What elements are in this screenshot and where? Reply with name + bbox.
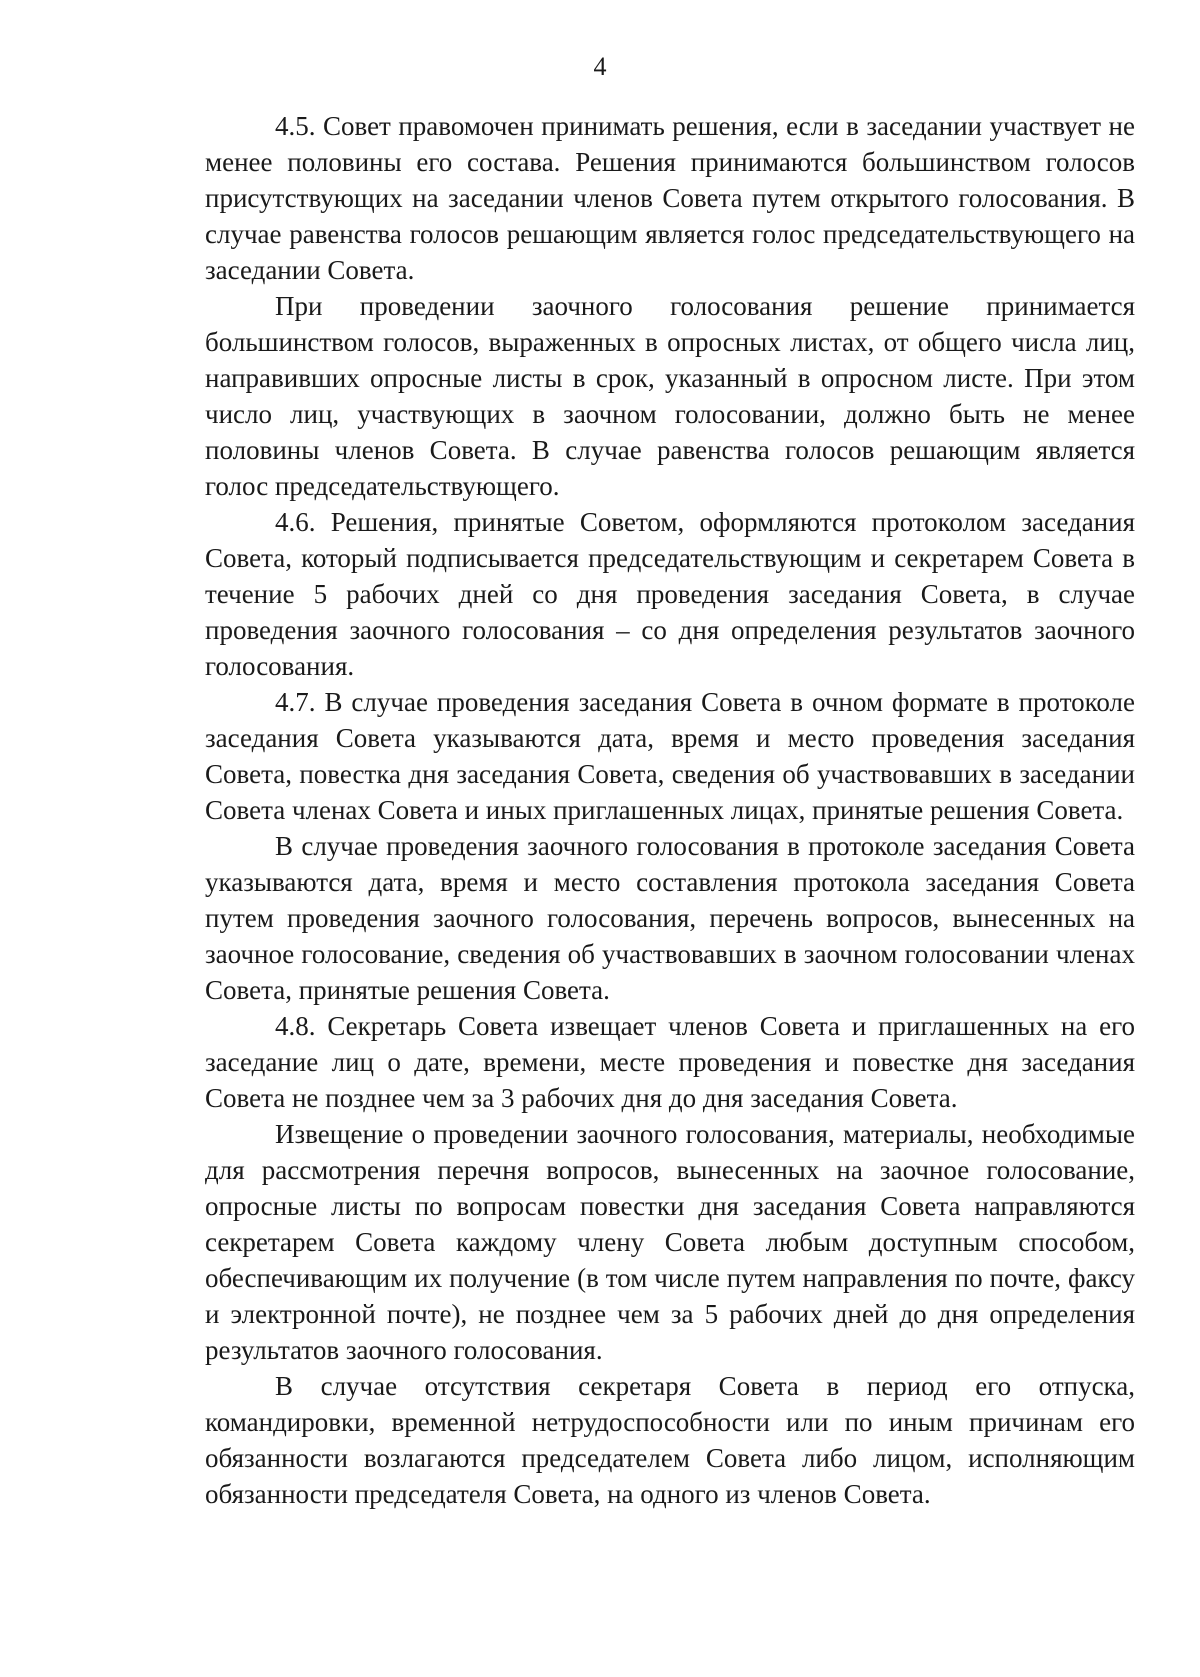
- paragraph-absentee-voting-protocol: В случае проведения заочного голосования в протоколе заседания Совета указываются дата, время и место составления протокола заседания Совета путем проведения заочного голосования, перечень вопросов, вынесенных на заочное голосование, сведения об участвовавших в заочном голосовании членах Совета, принятые решения Совета.: [205, 831, 1135, 1005]
- paragraph-4-7: 4.7. В случае проведения заседания Совета в очном формате в протоколе заседания Совета указываются дата, время и место проведения заседания Совета, повестка дня заседания Совета, сведения об участвовавших в заседании Совета членах Совета и иных приглашенных лицах, принятые решения Совета.: [205, 687, 1135, 825]
- paragraph-absentee-voting-notice: Извещение о проведении заочного голосования, материалы, необходимые для рассмотрения перечня вопросов, вынесенных на заочное голосование, опросные листы по вопросам повестки дня заседания Совета направляются секретарем Совета каждому члену Совета любым доступным способом, обеспечивающим их получение (в том числе путем направления по почте, факсу и электронной почте), не позднее чем за 5 рабочих дней до дня определения результатов заочного голосования.: [205, 1119, 1135, 1365]
- paragraph-4-5: 4.5. Совет правомочен принимать решения, если в заседании участвует не менее половины его состава. Решения принимаются большинством голосов присутствующих на заседании членов Совета путем открытого голосования. В случае равенства голосов решающим является голос председательствующего на заседании Совета.: [205, 111, 1135, 285]
- paragraph-absentee-voting-decision: При проведении заочного голосования решение принимается большинством голосов, выраженных в опросных листах, от общего числа лиц, направивших опросные листы в срок, указанный в опросном листе. При этом число лиц, участвующих в заочном голосовании, должно быть не менее половины членов Совета. В случае равенства голосов решающим является голос председательствующего.: [205, 291, 1135, 501]
- paragraph-4-6: 4.6. Решения, принятые Советом, оформляются протоколом заседания Совета, который подписывается председательствующим и секретарем Совета в течение 5 рабочих дней со дня проведения заседания Совета, в случае проведения заочного голосования – со дня определения результатов заочного голосования.: [205, 507, 1135, 681]
- paragraph-secretary-absence: В случае отсутствия секретаря Совета в период его отпуска, командировки, временной нетрудоспособности или по иным причинам его обязанности возлагаются председателем Совета либо лицом, исполняющим обязанности председателя Совета, на одного из членов Совета.: [205, 1371, 1135, 1509]
- document-body: [205, 108, 1135, 1512]
- page-number: 4: [593, 52, 607, 81]
- paragraph-4-8: 4.8. Секретарь Совета извещает членов Совета и приглашенных на его заседание лиц о дате, времени, месте проведения и повестке дня заседания Совета не позднее чем за 3 рабочих дня до дня заседания Совета.: [205, 1011, 1135, 1113]
